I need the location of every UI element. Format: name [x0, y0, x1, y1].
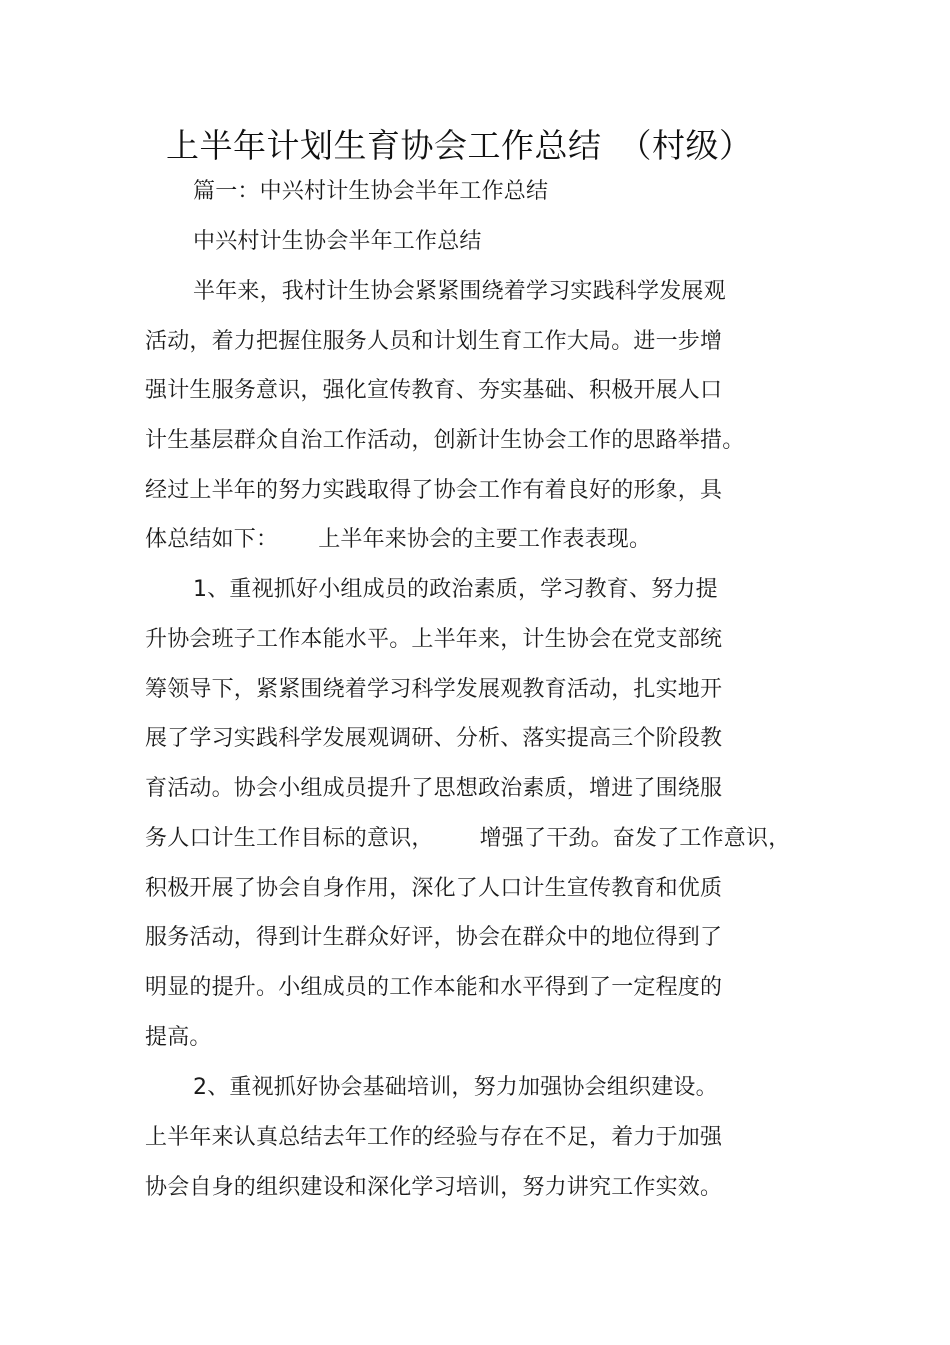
document-title: 上半年计划生育协会工作总结 （村级）: [166, 126, 753, 165]
paragraph-line: 1、重视抓好小组成员的政治素质，学习教育、努力提: [193, 577, 718, 602]
paragraph-line: 提高。: [145, 1025, 212, 1050]
paragraph-line: 计生基层群众自治工作活动，创新计生协会工作的思路举措。: [145, 428, 745, 453]
paragraph-line: 升协会班子工作本能水平。上半年来，计生协会在党支部统: [145, 627, 723, 652]
paragraph-line: 服务活动，得到计生群众好评，协会在群众中的地位得到了: [145, 925, 723, 950]
paragraph-line-segment: 上半年来协会的主要工作表表现。: [318, 527, 652, 552]
paragraph-line: 筹领导下，紧紧围绕着学习科学发展观教育活动，扎实地开: [145, 677, 723, 702]
paragraph-line-segment: 务人口计生工作目标的意识，: [145, 826, 434, 851]
paragraph-line: [145, 523, 651, 557]
paragraph-line: 2、重视抓好协会基础培训，努力加强协会组织建设。: [193, 1075, 718, 1100]
paragraph-line: 协会自身的组织建设和深化学习培训，努力讲究工作实效。: [145, 1175, 723, 1200]
paragraph-line: 展了学习实践科学发展观调研、分析、落实提高三个阶段教: [145, 726, 723, 751]
paragraph-line: 积极开展了协会自身作用，深化了人口计生宣传教育和优质: [145, 876, 723, 901]
paragraph-line: 育活动。协会小组成员提升了思想政治素质，增进了围绕服: [145, 776, 723, 801]
paragraph-line: 经过上半年的努力实践取得了协会工作有着良好的形象，具: [145, 478, 723, 503]
paragraph-line: 明显的提升。小组成员的工作本能和水平得到了一定程度的: [145, 975, 723, 1000]
paragraph-line: 强计生服务意识，强化宣传教育、夯实基础、积极开展人口: [145, 378, 723, 403]
sub-heading: 中兴村计生协会半年工作总结: [193, 229, 482, 254]
paragraph-line-segment: 增强了干劲。奋发了工作意识，: [479, 826, 791, 851]
paragraph-line-segment: 体总结如下：: [145, 527, 279, 552]
paragraph-line: 上半年来认真总结去年工作的经验与存在不足，着力于加强: [145, 1125, 723, 1150]
paragraph-line: 活动，着力把握住服务人员和计划生育工作大局。进一步增: [145, 329, 723, 354]
paragraph-line: 半年来，我村计生协会紧紧围绕着学习实践科学发展观: [193, 279, 726, 304]
chapter-heading: 篇一：中兴村计生协会半年工作总结: [193, 179, 549, 204]
paragraph-line: [145, 822, 790, 856]
